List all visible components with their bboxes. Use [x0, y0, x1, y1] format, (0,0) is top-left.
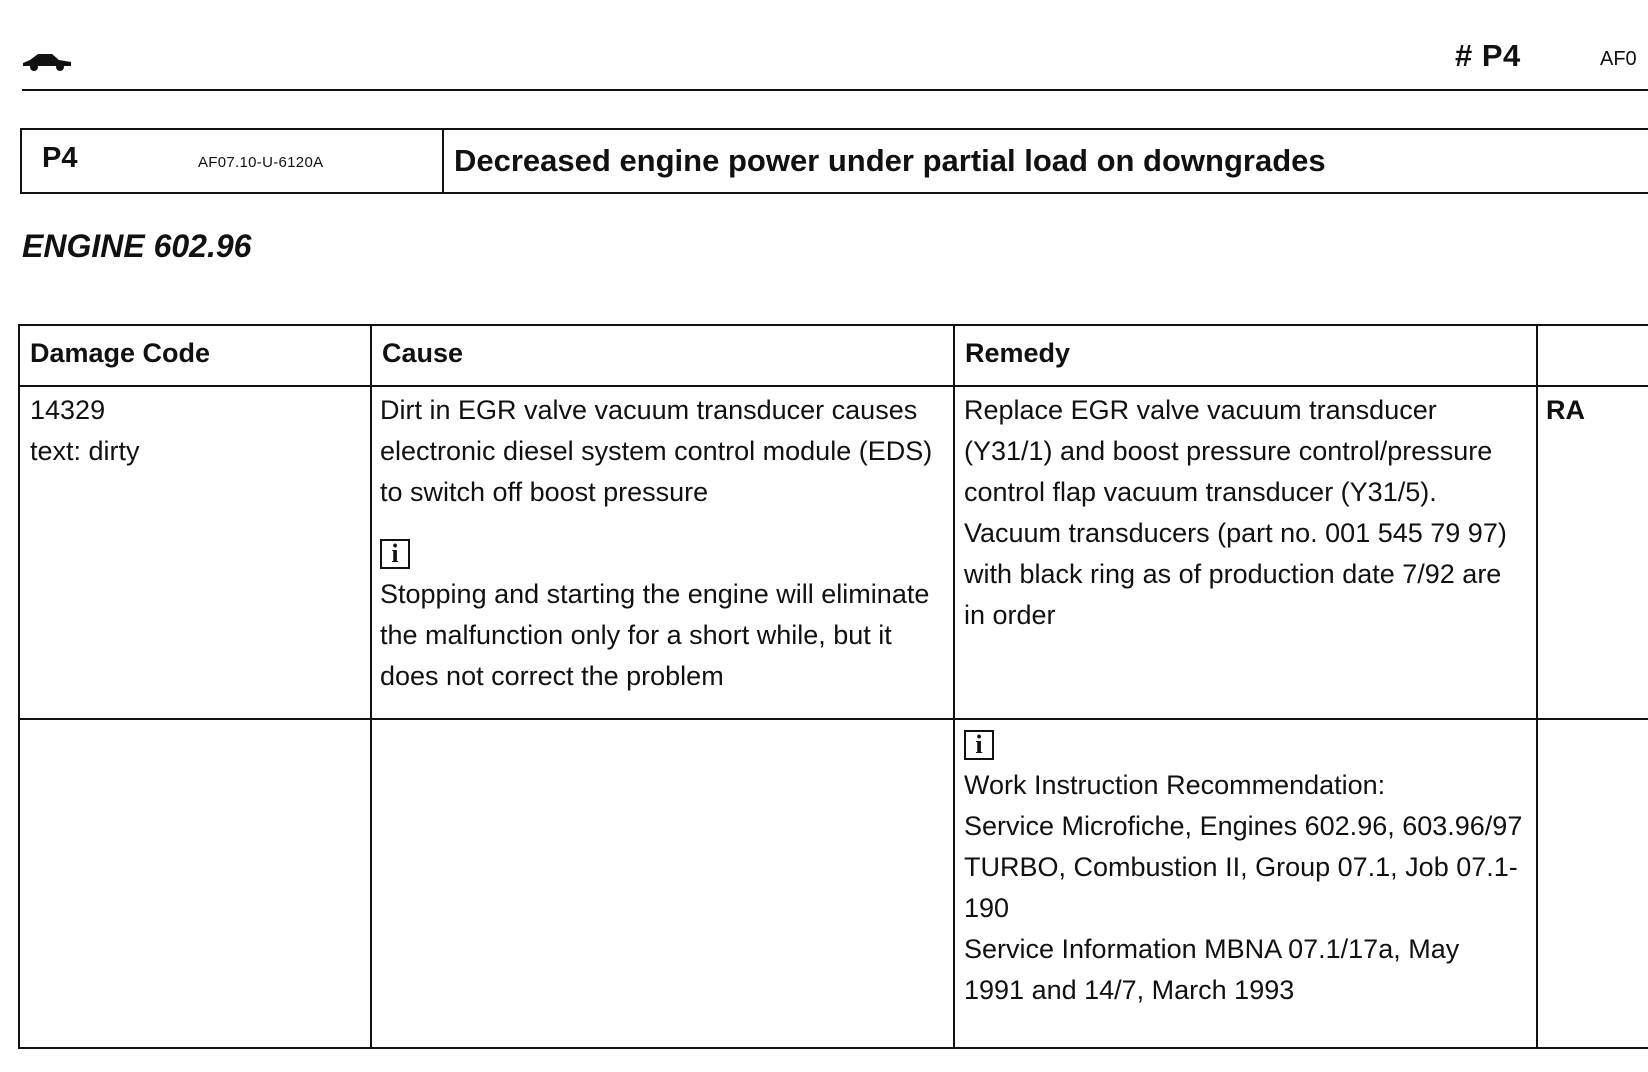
damage-code: 14329: [30, 395, 106, 425]
remedy-text: Replace EGR valve vacuum transducer (Y31/1) and boost pressure control/pressure control flap vacuum transducer (Y31/5). Vacuum transducers (part no. 001 545 79 97) with black ring as of production date 7/92 are in order: [964, 395, 1507, 630]
title-divider: [442, 130, 444, 192]
header-rule: [22, 89, 1648, 91]
car-icon: [22, 50, 72, 72]
column-header-damage-code: Damage Code: [30, 338, 211, 368]
info-icon: i: [380, 539, 410, 569]
remedy-cell: [964, 390, 1524, 636]
column-divider: [1536, 326, 1538, 1047]
info-icon: i: [964, 730, 994, 760]
remedy-note-line: Service Microfiche, Engines 602.96, 603.96/97 TURBO, Combustion II, Group 07.1, Job 07.1-190: [964, 811, 1523, 923]
column-divider: [370, 326, 372, 1047]
damage-code-cell: [30, 390, 360, 472]
damage-text: text: dirty: [30, 436, 140, 466]
extra-cell: [1546, 390, 1646, 431]
title-box: [20, 128, 1648, 194]
page-title: Decreased engine power under partial load on downgrades: [454, 143, 1326, 178]
remedy-note-line: Service Information MBNA 07.1/17a, May 1991 and 14/7, March 1993: [964, 934, 1460, 1005]
remedy-note-line: Work Instruction Recommendation:: [964, 770, 1386, 800]
column-divider: [953, 326, 955, 1047]
column-header-remedy: Remedy: [965, 338, 1071, 368]
cause-text: Dirt in EGR valve vacuum transducer causes electronic diesel system control module (EDS) to switch off boost pressure: [380, 395, 933, 507]
row-divider: [20, 718, 1648, 720]
header-code: # P4: [1455, 38, 1521, 73]
extra-text: RA: [1546, 395, 1585, 425]
header-ref: AF0: [1600, 48, 1637, 70]
cause-cell: [380, 390, 950, 697]
header-row-divider: [20, 385, 1648, 387]
column-header-cause: Cause: [382, 338, 464, 368]
damage-table: [18, 324, 1648, 1049]
title-ref: AF07.10-U-6120A: [198, 154, 324, 171]
title-code: P4: [42, 142, 78, 174]
engine-heading: ENGINE 602.96: [22, 228, 252, 264]
cause-note: Stopping and starting the engine will eliminate the malfunction only for a short while, but it does not correct the problem: [380, 579, 930, 691]
remedy-note-cell: [964, 724, 1524, 1011]
